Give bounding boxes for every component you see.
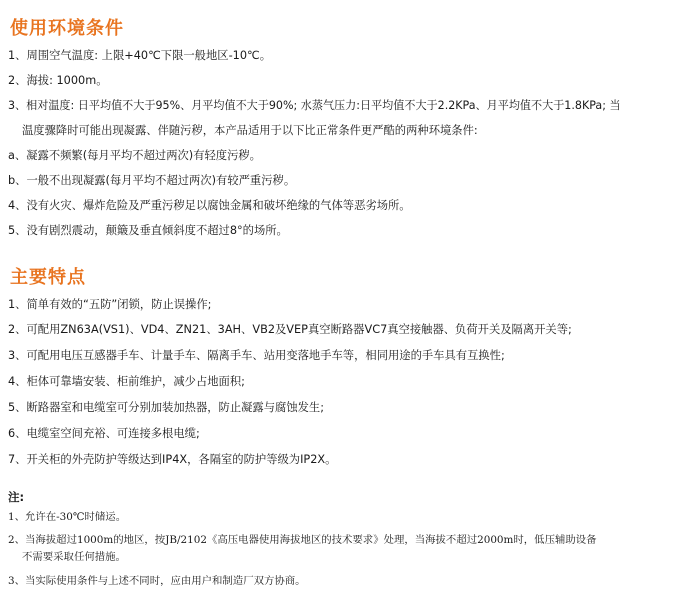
env-item-humidity: 3、相对温度: 日平均值不大于95%、月平均值不大于90%; 水蒸气压力:日平均值不大于2.2KPa、月平均值不大于1.8KPa; 当 <box>8 99 621 112</box>
note-item-2-cont: 不需要采取任何措施。 <box>22 551 126 563</box>
env-item-hazard: 4、没有火灾、爆炸危险及严重污秽足以腐蚀金属和破坏绝缘的气体等恶劣场所。 <box>8 199 411 212</box>
features-heading: 主要特点 <box>10 267 86 288</box>
env-item-temperature: 1、周围空气温度: 上限+40℃下限一般地区-10℃。 <box>8 49 272 62</box>
note-item-3: 3、当实际使用条件与上述不同时，应由用户和制造厂双方协商。 <box>8 575 306 587</box>
env-item-altitude: 2、海拔: 1000m。 <box>8 74 108 87</box>
env-item-humidity-cont: 温度骤降时可能出现凝露、伴随污秽，本产品适用于以下比正常条件更严酷的两种环境条件: <box>22 124 478 137</box>
note-item-1: 1、允许在-30℃时储运。 <box>8 511 127 523</box>
notes-heading: 注: <box>8 490 25 504</box>
feature-item-3: 3、可配用电压互感器手车、计量手车、隔离手车、站用变落地手车等，相同用途的手车具有互换性; <box>8 349 505 362</box>
env-item-b: b、一般不出现凝露(每月平均不超过两次)有较严重污秽。 <box>8 174 296 187</box>
note-item-2: 2、当海拔超过1000m的地区，按JB/2102《高压电器使用海拔地区的技术要求》处理，当海拔不超过2000m时，低压辅助设备 <box>8 534 597 546</box>
env-item-a: a、凝露不频繁(每月平均不超过两次)有轻度污秽。 <box>8 149 261 162</box>
env-item-vibration: 5、没有剧烈震动，颠簸及垂直倾斜度不超过8°的场所。 <box>8 224 288 237</box>
feature-item-4: 4、柜体可靠墙安装、柜前维护，减少占地面积; <box>8 375 245 388</box>
feature-item-6: 6、电缆室空间充裕、可连接多根电缆; <box>8 427 200 440</box>
env-conditions-heading: 使用环境条件 <box>10 18 124 39</box>
feature-item-2: 2、可配用ZN63A(VS1)、VD4、ZN21、3AH、VB2及VEP真空断路器VC7真空接触器、负荷开关及隔离开关等; <box>8 323 572 336</box>
feature-item-7: 7、开关柜的外壳防护等级达到IP4X，各隔室的防护等级为IP2X。 <box>8 453 337 466</box>
feature-item-5: 5、断路器室和电缆室可分别加装加热器，防止凝露与腐蚀发生; <box>8 401 325 414</box>
feature-item-1: 1、简单有效的“五防”闭锁，防止误操作; <box>8 298 212 311</box>
